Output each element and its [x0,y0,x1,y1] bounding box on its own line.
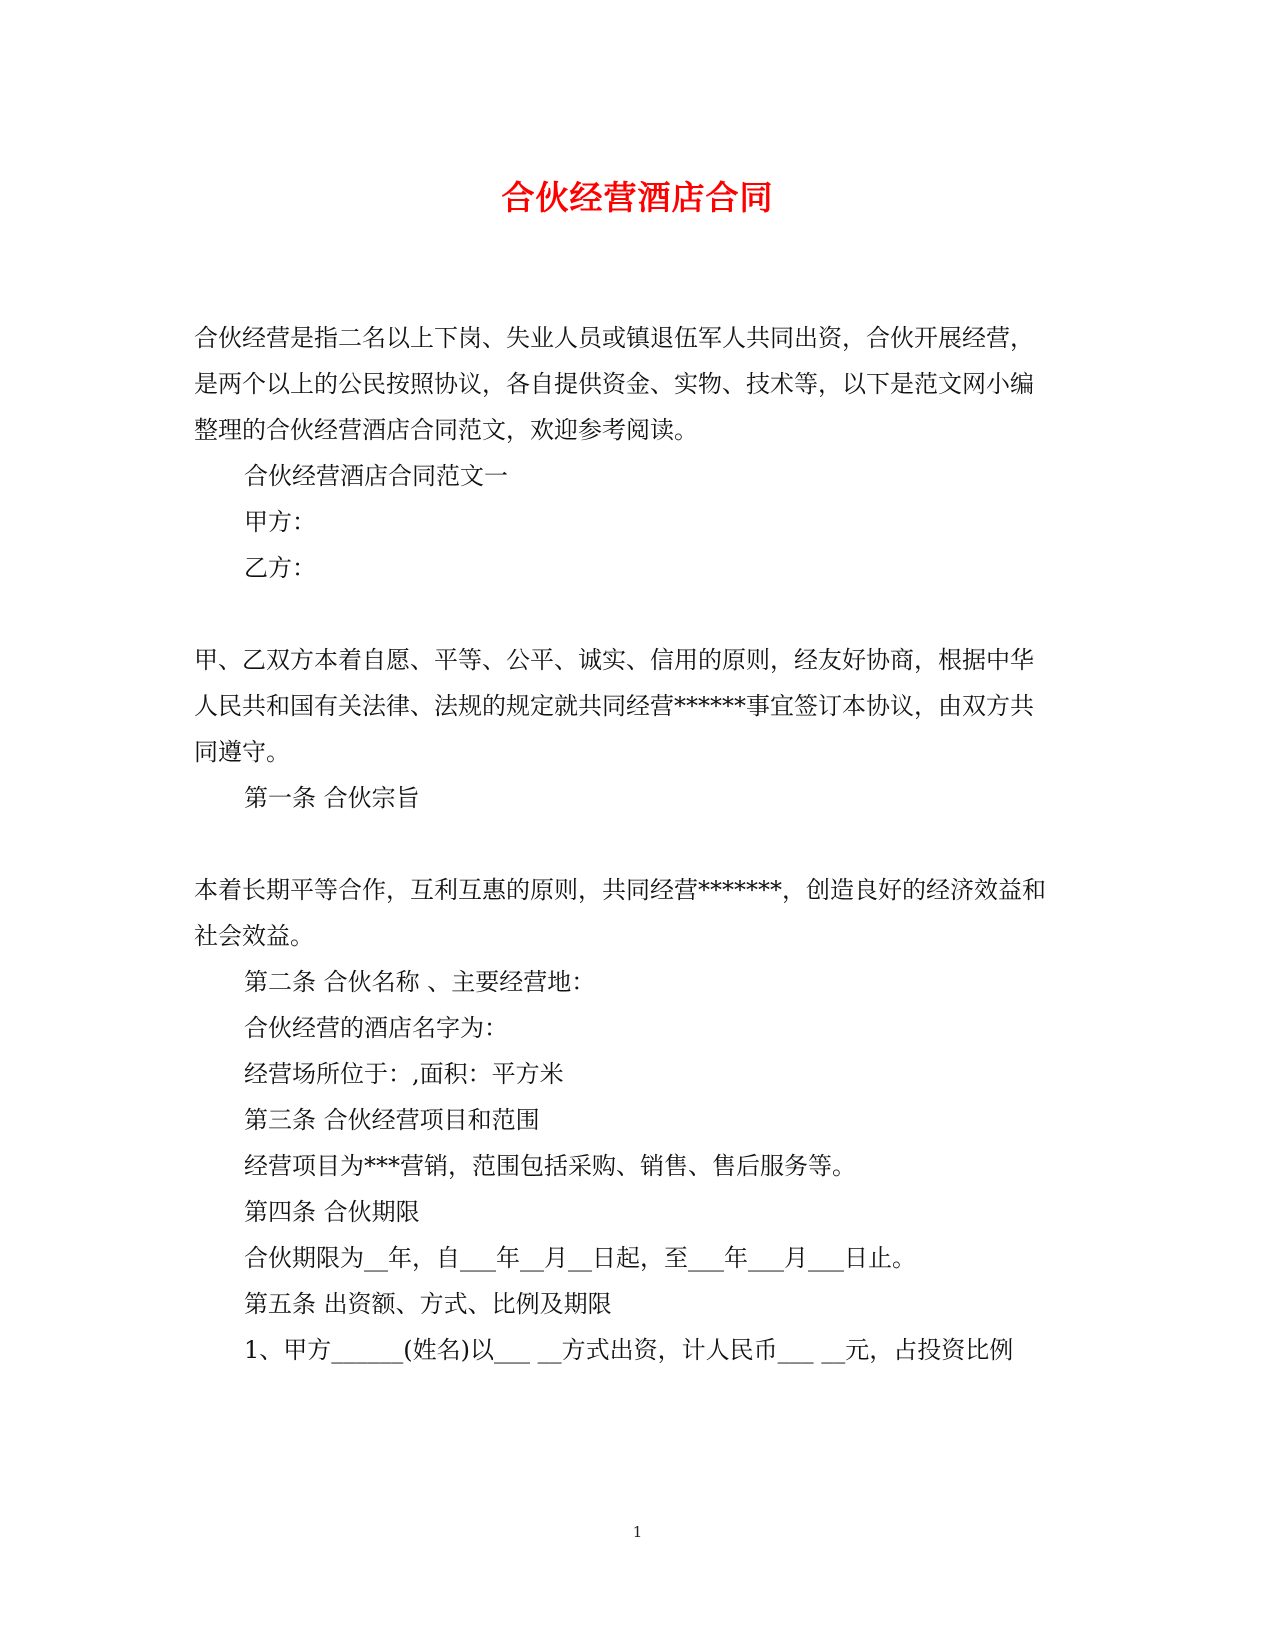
paragraph-line: 1、甲方______(姓名)以___ __方式出资，计人民币___ __元，占投资比例 [244,1336,1014,1364]
paragraph-line: 合伙期限为__年，自___年__月__日起，至___年___月___日止。 [244,1244,916,1272]
paragraph-line: 合伙经营的酒店名字为： [244,1014,508,1042]
article-heading: 第一条 合伙宗旨 [244,784,420,812]
section-heading: 合伙经营酒店合同范文一 [244,462,508,490]
paragraph-line: 同遵守。 [194,738,290,766]
page-number: 1 [632,1523,643,1541]
document-title: 合伙经营酒店合同 [501,178,774,217]
paragraph-line: 本着长期平等合作，互利互惠的原则，共同经营*******，创造良好的经济效益和 [194,876,1046,904]
article-heading: 第三条 合伙经营项目和范围 [244,1106,540,1134]
paragraph-line: 是两个以上的公民按照协议，各自提供资金、实物、技术等，以下是范文网小编 [194,370,1034,398]
article-heading: 第五条 出资额、方式、比例及期限 [244,1290,612,1318]
article-heading: 第四条 合伙期限 [244,1198,420,1226]
paragraph-line: 甲、乙双方本着自愿、平等、公平、诚实、信用的原则，经友好协商，根据中华 [194,646,1034,674]
party-a-label: 甲方： [244,508,316,536]
paragraph-line: 整理的合伙经营酒店合同范文，欢迎参考阅读。 [194,416,698,444]
paragraph-line: 合伙经营是指二名以上下岗、失业人员或镇退伍军人共同出资，合伙开展经营， [194,324,1034,352]
paragraph-line: 人民共和国有关法律、法规的规定就共同经营******事宜签订本协议，由双方共 [194,692,1034,720]
paragraph-line: 经营项目为***营销，范围包括采购、销售、售后服务等。 [244,1152,856,1180]
article-heading: 第二条 合伙名称 、主要经营地： [244,968,596,996]
party-b-label: 乙方： [244,554,316,582]
paragraph-line: 经营场所位于：,面积：平方米 [244,1060,564,1088]
paragraph-line: 社会效益。 [194,922,314,950]
